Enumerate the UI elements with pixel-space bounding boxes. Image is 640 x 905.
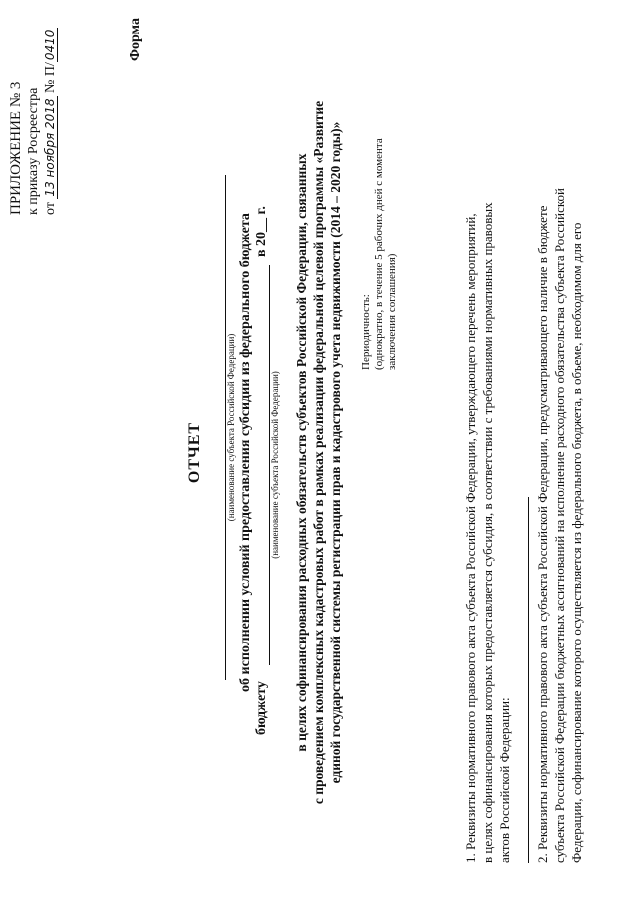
item-2 [534, 18, 585, 863]
item-2-line-2: субъекта Российской Федерации бюджетных ассигнований на исполнение расходного обязательства субъекта Российской [552, 188, 567, 863]
appendix-from: от [43, 202, 58, 215]
caption-subject-2: (наименование субъекта Российской Федерации) [270, 371, 280, 559]
periodicity-line-2: (однократно, в течение 5 рабочих дней с момента [373, 138, 385, 370]
budget-label: бюджету [254, 681, 269, 735]
report-title: ОТЧЕТ [186, 421, 203, 484]
purpose-line-1: в целях софинансирования расходных обязательств субъектов Российской Федерации, связанных [294, 153, 309, 752]
item-2-line-1: 2. Реквизиты нормативного правового акта субъекта Российской Федерации, предусматривающего наличие в бюджете [535, 205, 550, 863]
appendix-number-label: № П/ [43, 62, 58, 93]
periodicity-label: Периодичность: [360, 294, 372, 370]
handwritten-order-number: 0410 [43, 29, 57, 61]
report-year: в 20__ г. [254, 206, 269, 257]
handwritten-date: 13 ноября 2018 [43, 98, 57, 197]
heading-line: об исполнении условий предоставления субсидии из федерального бюджета [238, 213, 253, 692]
item-1-fill-line [528, 497, 529, 863]
item-1-line-1: 1. Реквизиты нормативного правового акта субъекта Российской Федерации, утверждающего перечень мероприятий, [463, 213, 478, 863]
periodicity-block [360, 138, 399, 370]
appendix-block [8, 15, 59, 215]
appendix-number: ПРИЛОЖЕНИЕ № 3 [8, 81, 24, 215]
purpose-line-3: единой государственной системы регистрации прав и кадастрового учета недвижимости (2014 – 2020 годы)» [328, 121, 343, 784]
purpose-line-2: с проведением комплексных кадастровых работ в рамках реализации федеральной целевой программы «Развитие [311, 100, 326, 805]
form-label: Форма [128, 18, 143, 62]
periodicity-line-3: заключения соглашения) [386, 253, 398, 370]
appendix-order: к приказу Росреестра [26, 87, 41, 215]
item-1-line-3: актов Российской Федерации: [497, 697, 512, 863]
item-1 [462, 18, 513, 863]
caption-subject-1: (наименование субъекта Российской Федерации) [226, 333, 236, 522]
purpose-block [293, 0, 344, 905]
item-1-line-2: в целях софинансирования которых предоставляется субсидия, в соответствии с требованиями нормативных правовых [480, 202, 495, 863]
appendix-date-line [42, 15, 59, 215]
item-2-line-3: Федерации, софинансирование которого осуществляется из федерального бюджета, в объеме, необходимом для его [569, 222, 584, 863]
